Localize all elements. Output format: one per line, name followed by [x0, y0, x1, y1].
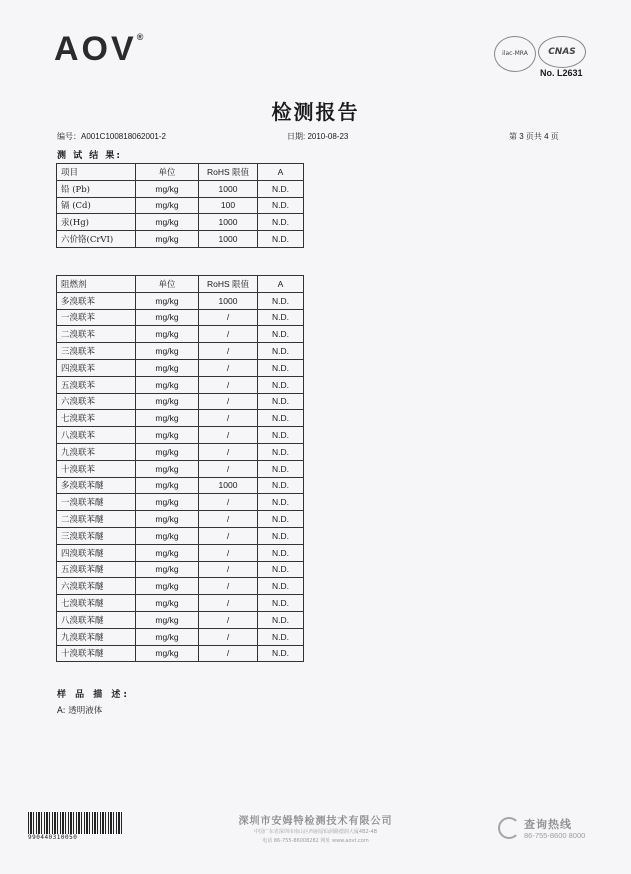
cell-unit: mg/kg: [136, 443, 199, 460]
cell-result: N.D.: [258, 427, 304, 444]
cell-item: 四溴联苯: [57, 359, 136, 376]
cell-limit: 1000: [199, 214, 258, 231]
table-row: [57, 343, 304, 360]
table-row: [57, 477, 304, 494]
cell-item: 多溴联苯: [57, 292, 136, 309]
cell-item: 一溴联苯醚: [57, 494, 136, 511]
cell-unit: mg/kg: [136, 326, 199, 343]
cell-unit: mg/kg: [136, 197, 199, 214]
cell-result: N.D.: [258, 393, 304, 410]
sample-description-label: 样 品 描 述:: [57, 690, 130, 700]
ilac-mra-seal-icon: ilac-MRA: [494, 36, 536, 72]
cell-result: N.D.: [258, 292, 304, 309]
cell-item: 三溴联苯: [57, 343, 136, 360]
hotline-label: 查询热线: [524, 818, 572, 831]
flame-retardants-table: [56, 275, 304, 662]
cell-result: N.D.: [258, 494, 304, 511]
report-date: 日期: 2010-08-23: [287, 132, 349, 141]
table-row: [57, 326, 304, 343]
cell-unit: mg/kg: [136, 511, 199, 528]
cell-result: N.D.: [258, 309, 304, 326]
cell-unit: mg/kg: [136, 578, 199, 595]
cell-limit: 1000: [199, 231, 258, 248]
cell-unit: mg/kg: [136, 359, 199, 376]
cell-unit: mg/kg: [136, 231, 199, 248]
cell-item: 九溴联苯: [57, 443, 136, 460]
table-row: [57, 511, 304, 528]
cell-unit: mg/kg: [136, 376, 199, 393]
header-limit: RoHS 限值: [199, 276, 258, 293]
cell-item: 三溴联苯醚: [57, 527, 136, 544]
cell-limit: /: [199, 578, 258, 595]
cell-limit: 1000: [199, 292, 258, 309]
table-row: [57, 645, 304, 662]
table-row: [57, 427, 304, 444]
cell-limit: /: [199, 595, 258, 612]
cell-item: 十溴联苯醚: [57, 645, 136, 662]
cell-unit: mg/kg: [136, 180, 199, 197]
cell-item: 汞(Hg): [57, 214, 136, 231]
table-row: [57, 443, 304, 460]
cell-result: N.D.: [258, 460, 304, 477]
cell-item: 六价铬(CrVI): [57, 231, 136, 248]
cell-limit: /: [199, 443, 258, 460]
table-row: [57, 292, 304, 309]
hotline-number: 86-755-8600 8000: [524, 831, 586, 840]
cell-item: 五溴联苯: [57, 376, 136, 393]
cell-item: 二溴联苯: [57, 326, 136, 343]
header-limit: RoHS 限值: [199, 164, 258, 181]
cell-limit: /: [199, 460, 258, 477]
report-number: 编号：A001C100818062001-2: [57, 132, 166, 141]
aov-logo: AOV®: [54, 30, 147, 68]
table-header-row: [57, 164, 304, 181]
cell-unit: mg/kg: [136, 611, 199, 628]
table-row: [57, 578, 304, 595]
cell-result: N.D.: [258, 511, 304, 528]
cell-item: 十溴联苯: [57, 460, 136, 477]
cell-item: 七溴联苯: [57, 410, 136, 427]
cell-result: N.D.: [258, 359, 304, 376]
table-row: [57, 410, 304, 427]
table-header-row: [57, 276, 304, 293]
cell-unit: mg/kg: [136, 427, 199, 444]
cell-limit: /: [199, 343, 258, 360]
sample-description-text: A: 透明液体: [57, 706, 103, 716]
header-result: A: [258, 164, 304, 181]
cell-limit: /: [199, 326, 258, 343]
cell-limit: /: [199, 544, 258, 561]
cell-unit: mg/kg: [136, 460, 199, 477]
cell-limit: /: [199, 611, 258, 628]
table-row: [57, 309, 304, 326]
cell-limit: /: [199, 393, 258, 410]
cell-limit: /: [199, 410, 258, 427]
table-row: [57, 214, 304, 231]
cell-result: N.D.: [258, 410, 304, 427]
cell-result: N.D.: [258, 443, 304, 460]
table-row: [57, 231, 304, 248]
cell-unit: mg/kg: [136, 645, 199, 662]
cell-limit: /: [199, 359, 258, 376]
table-row: [57, 460, 304, 477]
cell-item: 六溴联苯醚: [57, 578, 136, 595]
cell-unit: mg/kg: [136, 527, 199, 544]
cell-result: N.D.: [258, 561, 304, 578]
cell-unit: mg/kg: [136, 410, 199, 427]
header-item: 阻燃剂: [57, 276, 136, 293]
cell-result: N.D.: [258, 595, 304, 612]
table-row: [57, 611, 304, 628]
table-row: [57, 197, 304, 214]
cell-limit: 100: [199, 197, 258, 214]
header-unit: 单位: [136, 164, 199, 181]
company-address: 中国广东省深圳市南山区西丽留仙洞路德润大厦4B2-4B: [253, 829, 378, 835]
cell-item: 多溴联苯醚: [57, 477, 136, 494]
cell-unit: mg/kg: [136, 595, 199, 612]
cell-item: 四溴联苯醚: [57, 544, 136, 561]
cnas-number: No. L2631: [540, 68, 583, 78]
cell-unit: mg/kg: [136, 292, 199, 309]
table-row: [57, 393, 304, 410]
table-row: [57, 376, 304, 393]
cell-limit: 1000: [199, 180, 258, 197]
table-row: [57, 527, 304, 544]
cell-unit: mg/kg: [136, 393, 199, 410]
cell-result: N.D.: [258, 578, 304, 595]
cell-result: N.D.: [258, 343, 304, 360]
table-row: [57, 494, 304, 511]
header-result: A: [258, 276, 304, 293]
cell-limit: /: [199, 511, 258, 528]
cell-unit: mg/kg: [136, 309, 199, 326]
cell-limit: /: [199, 628, 258, 645]
table-row: [57, 359, 304, 376]
company-contact: 电话 86-755-86008282 网址 www.aovt.com: [262, 838, 369, 844]
cell-unit: mg/kg: [136, 494, 199, 511]
accreditation-marks: [488, 30, 588, 80]
table-row: [57, 628, 304, 645]
cell-unit: mg/kg: [136, 544, 199, 561]
cell-unit: mg/kg: [136, 343, 199, 360]
cell-limit: /: [199, 645, 258, 662]
report-title: 检测报告: [271, 100, 360, 124]
cell-item: 五溴联苯醚: [57, 561, 136, 578]
cell-result: N.D.: [258, 231, 304, 248]
table-row: [57, 180, 304, 197]
company-name: 深圳市安姆特检测技术有限公司: [238, 816, 393, 827]
heavy-metals-table: [56, 163, 304, 248]
cell-result: N.D.: [258, 214, 304, 231]
cell-item: 七溴联苯醚: [57, 595, 136, 612]
cell-result: N.D.: [258, 527, 304, 544]
cell-item: 八溴联苯醚: [57, 611, 136, 628]
cell-result: N.D.: [258, 611, 304, 628]
cell-limit: /: [199, 376, 258, 393]
barcode-number: 990440310050: [28, 834, 78, 841]
cell-limit: /: [199, 427, 258, 444]
cell-result: N.D.: [258, 376, 304, 393]
cell-result: N.D.: [258, 197, 304, 214]
cell-limit: /: [199, 309, 258, 326]
cell-unit: mg/kg: [136, 628, 199, 645]
cell-item: 八溴联苯: [57, 427, 136, 444]
results-heading: 测 试 结 果:: [57, 151, 122, 161]
cell-limit: /: [199, 527, 258, 544]
cnas-seal-icon: CNAS: [538, 36, 586, 68]
cell-result: N.D.: [258, 180, 304, 197]
header-unit: 单位: [136, 276, 199, 293]
cell-item: 六溴联苯: [57, 393, 136, 410]
table-row: [57, 561, 304, 578]
cell-result: N.D.: [258, 645, 304, 662]
header-item: 项目: [57, 164, 136, 181]
cell-unit: mg/kg: [136, 214, 199, 231]
cell-limit: /: [199, 494, 258, 511]
cell-result: N.D.: [258, 326, 304, 343]
cell-limit: 1000: [199, 477, 258, 494]
cell-limit: /: [199, 561, 258, 578]
cell-item: 铅 (Pb): [57, 180, 136, 197]
table-row: [57, 595, 304, 612]
cell-item: 九溴联苯醚: [57, 628, 136, 645]
cell-item: 一溴联苯: [57, 309, 136, 326]
page-indicator: 第 3 页共 4 页: [509, 132, 559, 141]
cell-item: 镉 (Cd): [57, 197, 136, 214]
cell-unit: mg/kg: [136, 561, 199, 578]
cell-unit: mg/kg: [136, 477, 199, 494]
table-row: [57, 544, 304, 561]
cell-result: N.D.: [258, 544, 304, 561]
cell-item: 二溴联苯醚: [57, 511, 136, 528]
phone-icon: [498, 817, 520, 839]
cell-result: N.D.: [258, 477, 304, 494]
cell-result: N.D.: [258, 628, 304, 645]
